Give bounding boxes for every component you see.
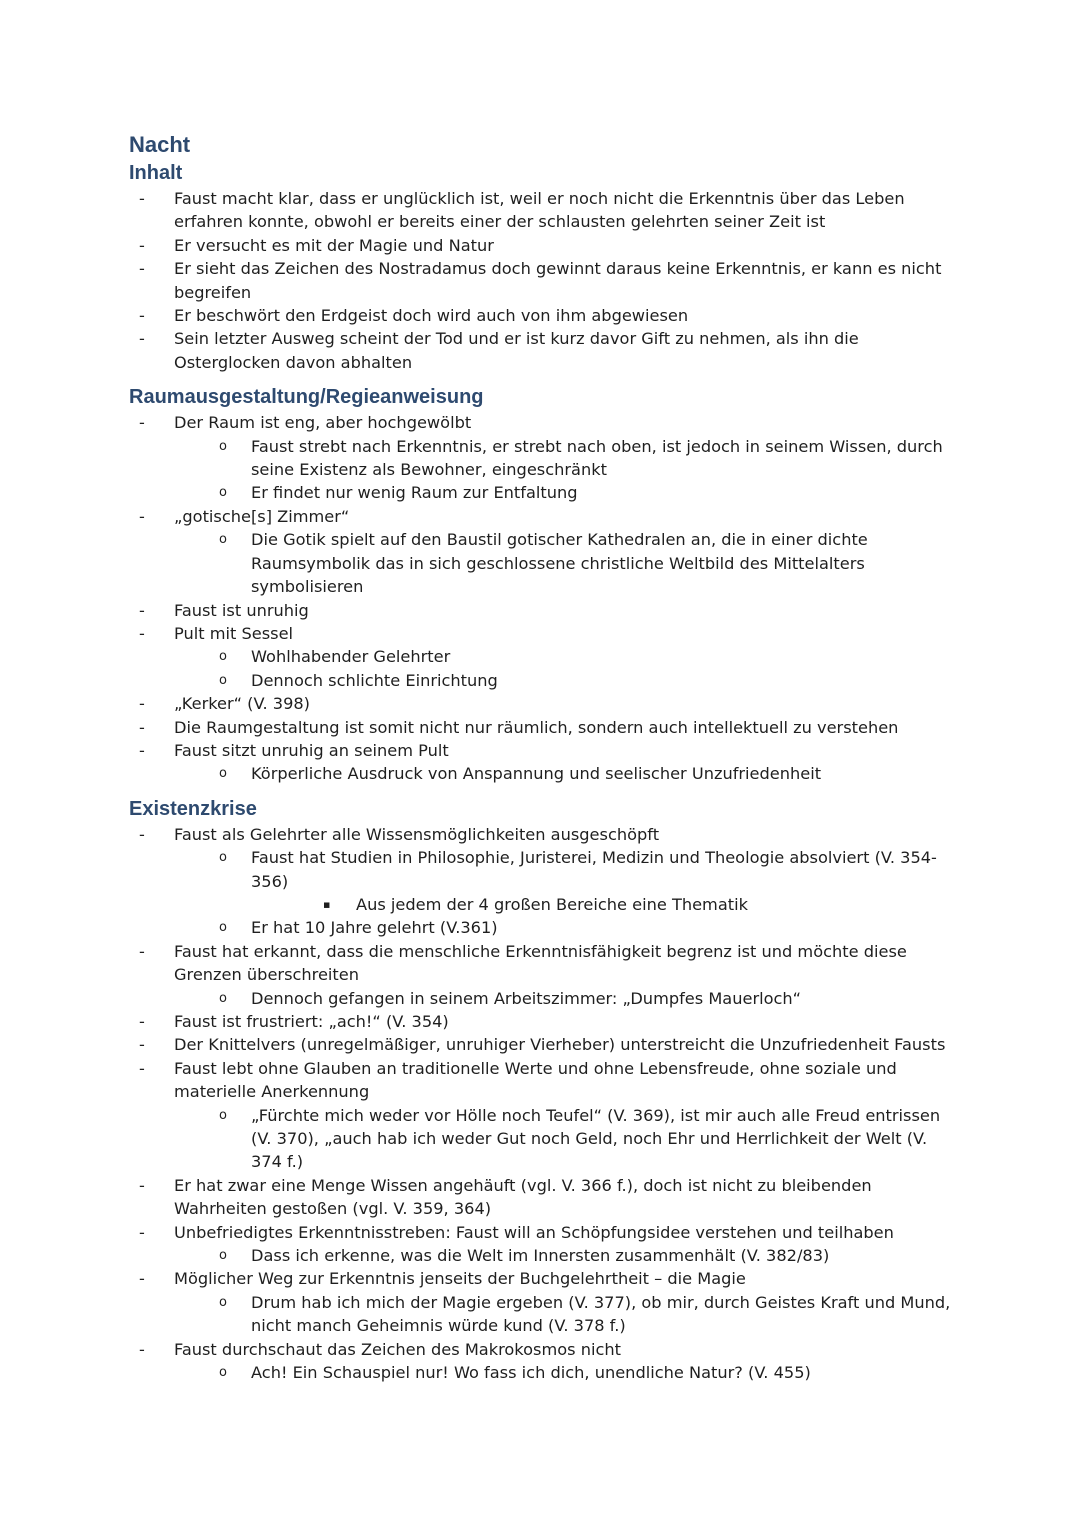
list-item-text: Aus jedem der 4 großen Bereiche eine Thematik xyxy=(356,894,748,914)
list-item-text: Sein letzter Ausweg scheint der Tod und er ist kurz davor Gift zu nehmen, als ihn die Osterglocken davon abhalten xyxy=(174,329,859,372)
bullet-list xyxy=(129,411,959,786)
dash-bullet-icon: - xyxy=(139,1175,145,1195)
list-item-text: Er hat zwar eine Menge Wissen angehäuft (vgl. V. 366 f.), doch ist nicht zu bleibenden Wahrheiten gestoßen (vgl. V. 359, 364) xyxy=(174,1175,872,1219)
dash-bullet-icon: - xyxy=(139,506,145,526)
list-item xyxy=(129,893,959,916)
list-item xyxy=(129,234,959,257)
list-item xyxy=(129,1338,959,1361)
dash-bullet-icon: - xyxy=(139,1269,145,1289)
list-item xyxy=(129,599,959,622)
list-item xyxy=(129,916,959,939)
list-item-text: Dennoch schlichte Einrichtung xyxy=(251,670,498,690)
document-body xyxy=(129,159,959,1385)
list-item xyxy=(129,716,959,739)
list-item-text: Der Raum ist eng, aber hochgewölbt xyxy=(174,413,472,433)
dash-bullet-icon: - xyxy=(139,413,145,433)
list-item-text: Dennoch gefangen in seinem Arbeitszimmer: „Dumpfes Mauerloch“ xyxy=(251,988,802,1008)
list-item xyxy=(129,327,959,374)
dash-bullet-icon: - xyxy=(139,235,145,255)
section xyxy=(129,383,959,786)
list-item xyxy=(129,435,959,482)
list-item xyxy=(129,481,959,504)
list-item-text: Faust lebt ohne Glauben an traditionelle Werte und ohne Lebensfreude, ohne soziale und materielle Anerkennung xyxy=(174,1058,897,1102)
square-bullet-icon: ▪ xyxy=(323,897,331,911)
list-item-text: Faust hat erkannt, dass die menschliche Erkenntnisfähigkeit begrenz ist und möchte diese Grenzen überschreiten xyxy=(174,941,907,985)
dash-bullet-icon: - xyxy=(139,1035,145,1055)
dash-bullet-icon: - xyxy=(139,329,145,349)
list-item-text: Er sieht das Zeichen des Nostradamus doch gewinnt daraus keine Erkenntnis, er kann es nicht begreifen xyxy=(174,259,942,302)
circle-bullet-icon: o xyxy=(219,850,227,866)
circle-bullet-icon: o xyxy=(219,990,227,1006)
list-item xyxy=(129,1267,959,1290)
list-item-text: Der Knittelvers (unregelmäßiger, unruhiger Vierheber) unterstreicht die Unzufriedenheit Fausts xyxy=(174,1035,946,1055)
list-item xyxy=(129,257,959,304)
list-item-text: Faust als Gelehrter alle Wissensmöglichkeiten ausgeschöpft xyxy=(174,824,660,844)
list-item xyxy=(129,669,959,692)
dash-bullet-icon: - xyxy=(139,1339,145,1359)
list-item xyxy=(129,1244,959,1267)
list-item-text: Möglicher Weg zur Erkenntnis jenseits der Buchgelehrtheit – die Magie xyxy=(174,1269,746,1289)
list-item-text: Die Raumgestaltung ist somit nicht nur räumlich, sondern auch intellektuell zu verstehen xyxy=(174,717,899,737)
circle-bullet-icon: o xyxy=(219,649,227,665)
list-item xyxy=(129,1057,959,1104)
dash-bullet-icon: - xyxy=(139,1058,145,1078)
list-item xyxy=(129,528,959,598)
circle-bullet-icon: o xyxy=(219,1248,227,1264)
dash-bullet-icon: - xyxy=(139,189,145,208)
list-item-text: Pult mit Sessel xyxy=(174,623,294,643)
list-item xyxy=(129,1221,959,1244)
dash-bullet-icon: - xyxy=(139,623,145,643)
list-item-text: Körperliche Ausdruck von Anspannung und seelischer Unzufriedenheit xyxy=(251,764,822,784)
list-item xyxy=(129,1361,959,1384)
list-item-text: Die Gotik spielt auf den Baustil gotischer Kathedralen an, die in einer dichte Raumsymbolik das in sich geschlossene christliche Weltbild des Mittelalters symbolisieren xyxy=(251,530,868,597)
list-item-text: Faust sitzt unruhig an seinem Pult xyxy=(174,740,449,760)
list-item-text: Faust macht klar, dass er unglücklich ist, weil er noch nicht die Erkenntnis über das Leben erfahren konnte, obwohl er bereits einer der schlausten gelehrten seiner Zeit ist xyxy=(174,189,905,232)
list-item-text: Er findet nur wenig Raum zur Entfaltung xyxy=(251,483,578,503)
section xyxy=(129,159,959,374)
circle-bullet-icon: o xyxy=(219,1294,227,1310)
list-item-text: Faust durchschaut das Zeichen des Makrokosmos nicht xyxy=(174,1339,621,1359)
dash-bullet-icon: - xyxy=(139,600,145,620)
list-item xyxy=(129,411,959,434)
section-heading: Raumausgestaltung/Regieanweisung xyxy=(129,386,484,409)
list-item-text: „Kerker“ (V. 398) xyxy=(174,694,310,714)
list-item xyxy=(129,940,959,987)
bullet-list xyxy=(129,187,959,374)
circle-bullet-icon: o xyxy=(219,672,227,688)
list-item xyxy=(129,692,959,715)
section-heading: Inhalt xyxy=(129,162,183,184)
dash-bullet-icon: - xyxy=(139,740,145,760)
list-item xyxy=(129,987,959,1010)
list-item-text: „gotische[s] Zimmer“ xyxy=(174,506,350,526)
dash-bullet-icon: - xyxy=(139,717,145,737)
dash-bullet-icon: - xyxy=(139,824,145,844)
list-item xyxy=(129,846,959,893)
document-title: Nacht xyxy=(129,132,191,157)
dash-bullet-icon: - xyxy=(139,1012,145,1031)
circle-bullet-icon: o xyxy=(219,1107,227,1123)
circle-bullet-icon: o xyxy=(219,766,227,782)
list-item-text: Wohlhabender Gelehrter xyxy=(251,647,451,667)
list-item xyxy=(129,762,959,785)
circle-bullet-icon: o xyxy=(219,485,227,501)
dash-bullet-icon: - xyxy=(139,694,145,714)
document-page xyxy=(129,130,959,1385)
list-item xyxy=(129,1291,959,1338)
list-item-text: Drum hab ich mich der Magie ergeben (V. 377), ob mir, durch Geistes Kraft und Mund, nicht manch Geheimnis würde kund (V. 378 f.) xyxy=(251,1292,951,1336)
list-item xyxy=(129,1174,959,1221)
list-item-text: Unbefriedigtes Erkenntnisstreben: Faust will an Schöpfungsidee verstehen und teilhaben xyxy=(174,1222,894,1242)
circle-bullet-icon: o xyxy=(219,532,227,548)
section xyxy=(129,795,959,1385)
circle-bullet-icon: o xyxy=(219,1365,227,1381)
section-heading: Existenzkrise xyxy=(129,797,257,820)
list-item xyxy=(129,1010,959,1033)
list-item xyxy=(129,823,959,846)
list-item xyxy=(129,1104,959,1174)
dash-bullet-icon: - xyxy=(139,306,145,326)
circle-bullet-icon: o xyxy=(219,438,227,454)
list-item-text: Dass ich erkenne, was die Welt im Innersten zusammenhält (V. 382/83) xyxy=(251,1246,830,1266)
list-item-text: „Fürchte mich weder vor Hölle noch Teufel“ (V. 369), ist mir auch alle Freud entrissen (V. 370), „auch hab ich weder Gut noch Geld, noch Ehr und Herrlichkeit der Welt (V. 374 f.) xyxy=(251,1105,941,1172)
list-item-text: Er hat 10 Jahre gelehrt (V.361) xyxy=(251,918,498,938)
list-item xyxy=(129,1033,959,1056)
circle-bullet-icon: o xyxy=(219,920,227,936)
list-item xyxy=(129,304,959,327)
list-item-text: Faust ist frustriert: „ach!“ (V. 354) xyxy=(174,1012,449,1031)
list-item-text: Faust strebt nach Erkenntnis, er strebt nach oben, ist jedoch in seinem Wissen, durch seine Existenz als Bewohner, eingeschränkt xyxy=(251,436,943,480)
dash-bullet-icon: - xyxy=(139,1222,145,1242)
list-item xyxy=(129,505,959,528)
list-item xyxy=(129,645,959,668)
list-item xyxy=(129,739,959,762)
list-item xyxy=(129,187,959,234)
dash-bullet-icon: - xyxy=(139,259,145,279)
list-item-text: Er versucht es mit der Magie und Natur xyxy=(174,235,494,255)
list-item xyxy=(129,622,959,645)
list-item-text: Er beschwört den Erdgeist doch wird auch von ihm abgewiesen xyxy=(174,306,689,326)
list-item-text: Faust hat Studien in Philosophie, Juristerei, Medizin und Theologie absolviert (V. 354-356) xyxy=(251,848,937,891)
bullet-list xyxy=(129,823,959,1385)
list-item-text: Faust ist unruhig xyxy=(174,600,309,620)
dash-bullet-icon: - xyxy=(139,941,145,961)
list-item-text: Ach! Ein Schauspiel nur! Wo fass ich dich, unendliche Natur? (V. 455) xyxy=(251,1363,811,1383)
